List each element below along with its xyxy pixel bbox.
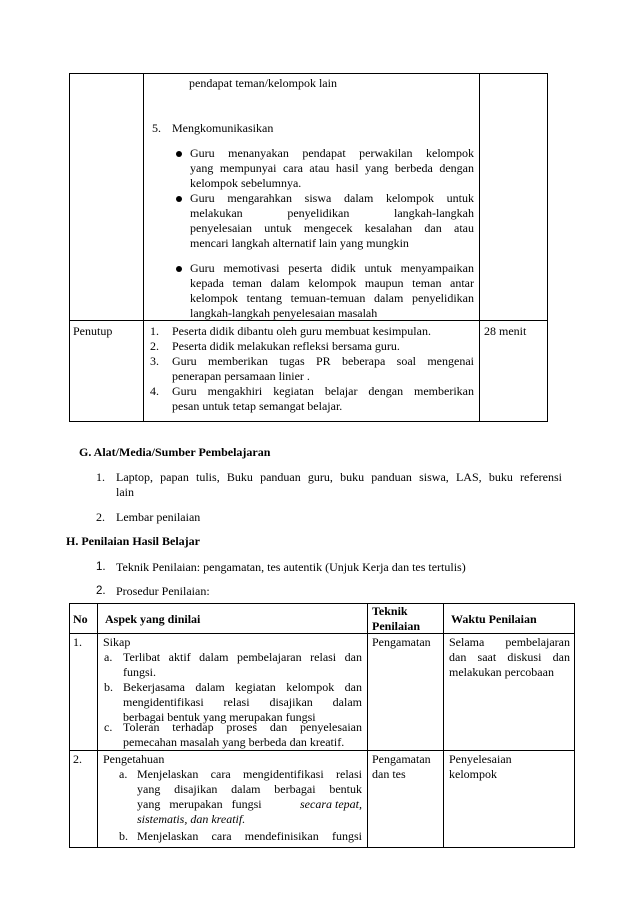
bullet-icon xyxy=(176,151,182,157)
row1-c-line-2: pemecahan masalah yang berbeda dan kreatif. xyxy=(123,735,345,749)
header-aspek: Aspek yang dinilai xyxy=(105,612,201,626)
penutup-item-1: Peserta didik dibantu oleh guru membuat kesimpulan. xyxy=(172,324,431,338)
row2-a-line-3 xyxy=(137,797,362,812)
section-h-item-1-num: 1. xyxy=(96,561,106,573)
bullet-3-line-1: Guru memotivasi peserta didik untuk menyampaikan xyxy=(190,261,474,275)
step4-continuation: pendapat teman/kelompok lain xyxy=(189,76,337,90)
penutup-item-2: Peserta didik melakukan refleksi bersama guru. xyxy=(172,339,400,353)
row1-b-letter: b. xyxy=(104,680,113,694)
row2-b-line-1: Menjelaskan cara mendefinisikan fungsi xyxy=(137,829,362,843)
header-no: No xyxy=(73,612,88,626)
row1-c-letter: c. xyxy=(104,720,113,734)
section-g-item-1-num: 1. xyxy=(96,470,105,484)
penutup-item-1-num: 1. xyxy=(150,324,159,338)
row2-a-letter: a. xyxy=(119,767,128,781)
row1-b-line-2: mengidentifikasi relasi disajikan dalam xyxy=(123,695,362,709)
row2-teknik-line-2: dan tes xyxy=(372,767,406,781)
penutup-label: Penutup xyxy=(73,324,113,338)
row1-a-line-1: Terlibat aktif dalam pembelajaran relasi dan xyxy=(123,650,362,664)
section-g-item-1-line-1: Laptop, papan tulis, Buku panduan guru, buku panduan siswa, LAS, buku referensi xyxy=(116,470,562,484)
row2-no: 2. xyxy=(73,752,82,766)
bullet-2-line-3: penyelesaian untuk mengecek kesalahan dan atau xyxy=(190,221,474,235)
row2-a-line-4: sistematis, dan kreatif. xyxy=(137,812,246,826)
penutup-item-2-num: 2. xyxy=(150,339,159,353)
step5-title: Mengkomunikasikan xyxy=(172,121,274,135)
row2-waktu-line-2: kelompok xyxy=(449,767,497,781)
section-h-item-2: Prosedur Penilaian: xyxy=(116,584,210,598)
bullet-icon xyxy=(176,266,182,272)
bullet-3-line-4: langkah-langkah penyelesaian masalah xyxy=(190,306,378,320)
row2-a-line-1: Menjelaskan cara mengidentifikasi relasi xyxy=(137,767,362,781)
header-waktu: Waktu Penilaian xyxy=(451,612,537,626)
section-g-item-2-num: 2. xyxy=(96,510,105,524)
row2-a-line-2: yang disajikan dalam berbagai bentuk xyxy=(137,782,362,796)
penutup-item-3-num: 3. xyxy=(150,354,159,368)
section-h-item-1: Teknik Penilaian: pengamatan, tes autentik (Unjuk Kerja dan tes tertulis) xyxy=(116,560,466,574)
row1-a-letter: a. xyxy=(104,650,113,664)
penutup-item-3-line-2: penerapan persamaan linier . xyxy=(172,369,310,383)
row1-b-line-1: Bekerjasama dalam kegiatan kelompok dan xyxy=(123,680,362,694)
bullet-2-line-1: Guru mengarahkan siswa dalam kelompok untuk xyxy=(190,191,474,205)
row1-waktu-line-2: dan saat diskusi dan xyxy=(449,650,570,664)
row1-c-line-1: Toleran terhadap proses dan penyelesaian xyxy=(123,720,362,734)
header-teknik-line-2: Penilaian xyxy=(372,619,421,633)
penutup-item-4-num: 4. xyxy=(150,384,159,398)
bullet-1-line-2: yang mempunyai cara atau hasil yang berbeda dengan xyxy=(190,161,474,175)
row2-teknik-line-1: Pengamatan xyxy=(372,752,431,766)
step5-number: 5. xyxy=(152,121,161,135)
penutup-item-4-line-2: pesan untuk tetap semangat belajar. xyxy=(172,399,343,413)
bullet-1-line-3: kelompok sebelumnya. xyxy=(190,176,302,190)
row2-a-line-3-text: yang merupakan fungsi xyxy=(137,797,262,811)
bullet-1-line-1: Guru menanyakan pendapat perwakilan kelompok xyxy=(190,146,474,160)
penutup-time: 28 menit xyxy=(484,324,527,338)
row1-b-line-3: berbagai bentuk yang merupakan fungsi xyxy=(123,710,316,724)
header-teknik-line-1: Teknik xyxy=(372,604,408,618)
section-h-item-2-num: 2. xyxy=(96,585,106,597)
section-h-heading: H. Penilaian Hasil Belajar xyxy=(66,534,200,548)
row1-waktu-line-3: melakukan percobaan xyxy=(449,665,554,679)
row1-waktu-line-1: Selama pembelajaran xyxy=(449,635,570,649)
row1-teknik: Pengamatan xyxy=(372,635,431,649)
row2-waktu-line-1: Penyelesaian xyxy=(449,752,512,766)
bullet-icon xyxy=(176,196,182,202)
row2-a-italic: secara tepat, xyxy=(300,797,362,811)
section-g-heading: G. Alat/Media/Sumber Pembelajaran xyxy=(79,445,271,459)
bullet-3-line-2: kepada teman dalam kelompok maupun teman antar xyxy=(190,276,474,290)
penutup-item-3-line-1: Guru memberikan tugas PR beberapa soal mengenai xyxy=(172,354,474,368)
bullet-2-line-4: mencari langkah alternatif lain yang mungkin xyxy=(190,236,409,250)
row1-a-line-2: fungsi. xyxy=(123,665,156,679)
bullet-3-line-3: kelompok tentang temuan-temuan dalam penyelidikan xyxy=(190,291,474,305)
row2-title: Pengetahuan xyxy=(103,752,165,766)
penutup-item-4-line-1: Guru mengakhiri kegiatan belajar dengan memberikan xyxy=(172,384,474,398)
section-g-item-1-line-2: lain xyxy=(116,485,134,499)
row1-title: Sikap xyxy=(103,635,131,649)
bullet-2-line-2: melakukan penyelidikan langkah-langkah xyxy=(190,206,474,220)
section-g-item-2: Lembar penilaian xyxy=(116,510,201,524)
row2-b-letter: b. xyxy=(119,829,128,843)
row1-no: 1. xyxy=(73,635,82,649)
